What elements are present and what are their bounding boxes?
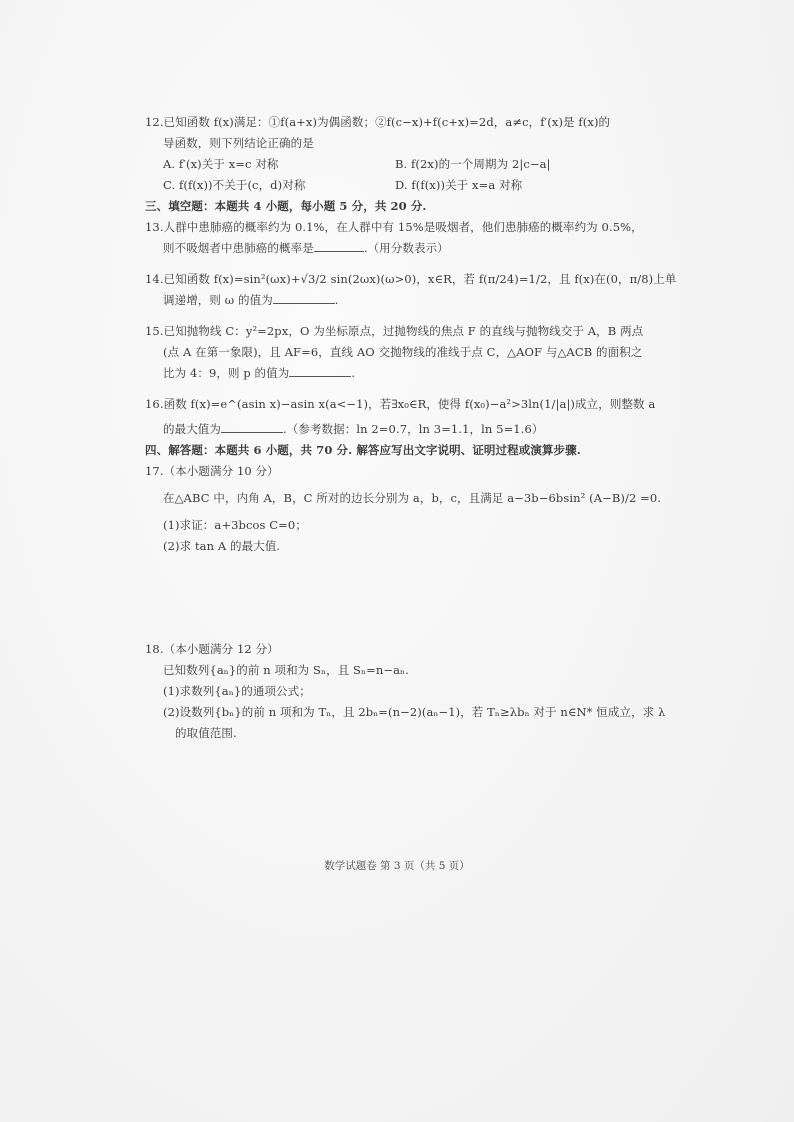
q15-text-a: 比为 4：9，则 p 的值为: [163, 366, 290, 380]
q12-option-a: A. f′(x)关于 x=c 对称: [163, 157, 279, 171]
q14-text-d: .: [334, 293, 339, 307]
q13-text-a: 则不吸烟者中患肺癌的概率是: [163, 241, 314, 255]
q16-stem-line2: [145, 419, 645, 440]
q12-options-row1: [145, 154, 645, 175]
q12-option-b: B. f(2x)的一个周期为 2|c−a|: [395, 157, 551, 171]
q13-text-b: .（用分数表示）: [363, 241, 449, 255]
spacer: [145, 259, 645, 269]
page-footer: 数学试题卷 第 3 页（共 5 页）: [324, 860, 470, 872]
q16-text-b: .（参考数据：ln 2=0.7，ln 3=1.1，ln 5=1.6）: [283, 422, 544, 436]
q14-stem-line2: [145, 290, 645, 311]
q15-answer-blank[interactable]: [289, 364, 351, 377]
q14-text-c: 调递增，则 ω 的值为: [163, 293, 273, 307]
section-4-heading: 四、解答题：本题共 6 小题，共 70 分. 解答应写出文字说明、证明过程或演算步骤.: [145, 443, 581, 457]
q15-stem-line2: (点 A 在第一象限)，且 AF=6，直线 AO 交抛物线的准线于点 C，△AOF 与△ACB 的面积之: [163, 345, 643, 359]
q17-part-1: (1)求证：a+3bcos C=0；: [163, 518, 307, 532]
q18-stem: 已知数列{aₙ}的前 n 项和为 Sₙ，且 Sₙ=n−aₙ.: [163, 663, 409, 677]
q18-part-2-line2: 的取值范围.: [175, 726, 237, 740]
q12-options-row2: [145, 175, 645, 196]
q12-option-c: C. f(f(x))不关于(c，d)对称: [163, 178, 306, 192]
q17-stem: 在△ABC 中，内角 A，B，C 所对的边长分别为 a，b，c，且满足 a−3b−6bsin² (A−B)/2 =0.: [163, 491, 662, 505]
q15-stem-line3: [145, 363, 645, 384]
q18-part-2-line1: (2)设数列{bₙ}的前 n 项和为 Tₙ，且 2bₙ=(n−2)(aₙ−1)，若 Tₙ≥λbₙ 对于 n∈N* 恒成立，求 λ: [163, 705, 666, 719]
q14-answer-blank[interactable]: [273, 291, 335, 304]
q15-text-b: .: [351, 366, 356, 380]
q13-answer-blank[interactable]: [314, 239, 364, 252]
q12-stem-line2: 导函数，则下列结论正确的是: [163, 136, 314, 150]
q16-answer-blank[interactable]: [221, 420, 283, 433]
q12-stem-line1: 12.已知函数 f(x)满足：①f(a+x)为偶函数；②f(c−x)+f(c+x)=2d，a≠c，f′(x)是 f(x)的: [145, 115, 611, 129]
q16-text-a: 的最大值为: [163, 422, 221, 436]
section-3-heading: 三、填空题：本题共 4 小题，每小题 5 分，共 20 分.: [145, 199, 427, 213]
exam-content: [145, 112, 677, 744]
q13-stem-line2: [145, 238, 645, 259]
q18-part-1: (1)求数列{aₙ}的通项公式；: [163, 684, 311, 698]
q15-stem-line1: 15.已知抛物线 C：y²=2px，O 为坐标原点，过抛物线的焦点 F 的直线与抛物线交于 A，B 两点: [145, 324, 644, 338]
spacer: [145, 384, 645, 394]
spacer: [145, 311, 645, 321]
q13-stem-line1: 13.人群中患肺癌的概率约为 0.1%，在人群中有 15%是吸烟者，他们患肺癌的概率约为 0.5%，: [145, 220, 643, 234]
answer-space: [145, 557, 645, 629]
q14-stem-line1: [145, 269, 677, 290]
q14-text-b: √3/2 sin(2ωx)(ω>0)，x∈R，若 f(π/24)=1/2，且 f(x)在(0，π/8)上单: [300, 272, 677, 286]
q17-header: 17.（本小题满分 10 分）: [145, 464, 279, 478]
spacer: [145, 629, 645, 639]
q14-text-a: 14.已知函数 f(x)=sin²(ωx)+: [145, 272, 301, 286]
q17-part-2: (2)求 tan A 的最大值.: [163, 539, 281, 553]
q18-header: 18.（本小题满分 12 分）: [145, 642, 279, 656]
q12-option-d: D. f(f(x))关于 x=a 对称: [395, 178, 523, 192]
q16-stem-line1: 16.函数 f(x)=e^(asin x)−asin x(a<−1)，若∃x₀∈R，使得 f(x₀)−a²>3ln(1/|a|)成立，则整数 a: [145, 397, 656, 411]
